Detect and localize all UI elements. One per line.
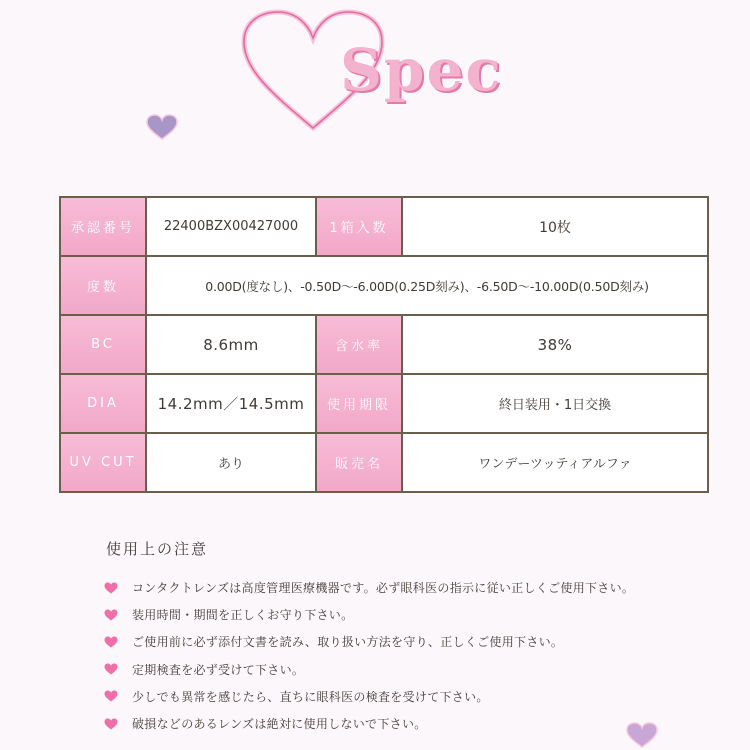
- spec-table: [59, 196, 709, 493]
- list-item: [104, 710, 634, 737]
- row-value: 38%: [402, 315, 708, 374]
- heart-icon: [104, 663, 118, 675]
- heart-icon: [104, 609, 118, 621]
- row-value: 0.00D(度なし)、-0.50D～-6.00D(0.25D刻み)、-6.50D～-10.00D(0.50D刻み): [146, 256, 708, 315]
- row-label: BC: [60, 315, 146, 374]
- table-row: [60, 256, 708, 315]
- row-label: DIA: [60, 374, 146, 433]
- list-item: [104, 628, 634, 655]
- row-value: 10枚: [402, 197, 708, 256]
- row-label: UV CUT: [60, 433, 146, 492]
- row-label: 1箱入数: [316, 197, 402, 256]
- heart-icon: [104, 718, 118, 730]
- row-value: あり: [146, 433, 316, 492]
- note-text: 破損などのあるレンズは絶対に使用しないで下さい。: [132, 717, 427, 732]
- table-row: [60, 197, 708, 256]
- note-text: 装用時間・期間を正しくお守り下さい。: [132, 608, 354, 623]
- table-row: [60, 315, 708, 374]
- note-text: ご使用前に必ず添付文書を読み、取り扱い方法を守り、正しくご使用下さい。: [132, 635, 564, 650]
- note-text: 少しでも異常を感じたら、直ちに眼科医の検査を受けて下さい。: [132, 689, 489, 704]
- row-label: 使用期限: [316, 374, 402, 433]
- row-value: 終日装用・1日交換: [402, 374, 708, 433]
- row-label: 含水率: [316, 315, 402, 374]
- page-title: Spec: [340, 36, 503, 104]
- note-text: 定期検査を必ず受けて下さい。: [132, 662, 305, 677]
- table-row: [60, 433, 708, 492]
- list-item: [104, 656, 634, 683]
- row-value: 14.2mm／14.5mm: [146, 374, 316, 433]
- row-label: 度数: [60, 256, 146, 315]
- row-value: ワンデーツッティアルファ: [402, 433, 708, 492]
- notes-title: 使用上の注意: [106, 540, 209, 558]
- heart-icon: [104, 636, 118, 648]
- row-value: 22400BZX00427000: [146, 197, 316, 256]
- table-row: [60, 374, 708, 433]
- list-item: [104, 574, 634, 601]
- list-item: [104, 601, 634, 628]
- list-item: [104, 683, 634, 710]
- notes-list: [104, 574, 634, 737]
- note-text: コンタクトレンズは高度管理医療機器です。必ず眼科医の指示に従い正しくご使用下さい。: [132, 581, 635, 596]
- row-label: 販売名: [316, 433, 402, 492]
- heart-icon: [104, 690, 118, 702]
- row-label: 承認番号: [60, 197, 146, 256]
- heart-icon: [104, 582, 118, 594]
- row-value: 8.6mm: [146, 315, 316, 374]
- heart-icon: [146, 114, 178, 140]
